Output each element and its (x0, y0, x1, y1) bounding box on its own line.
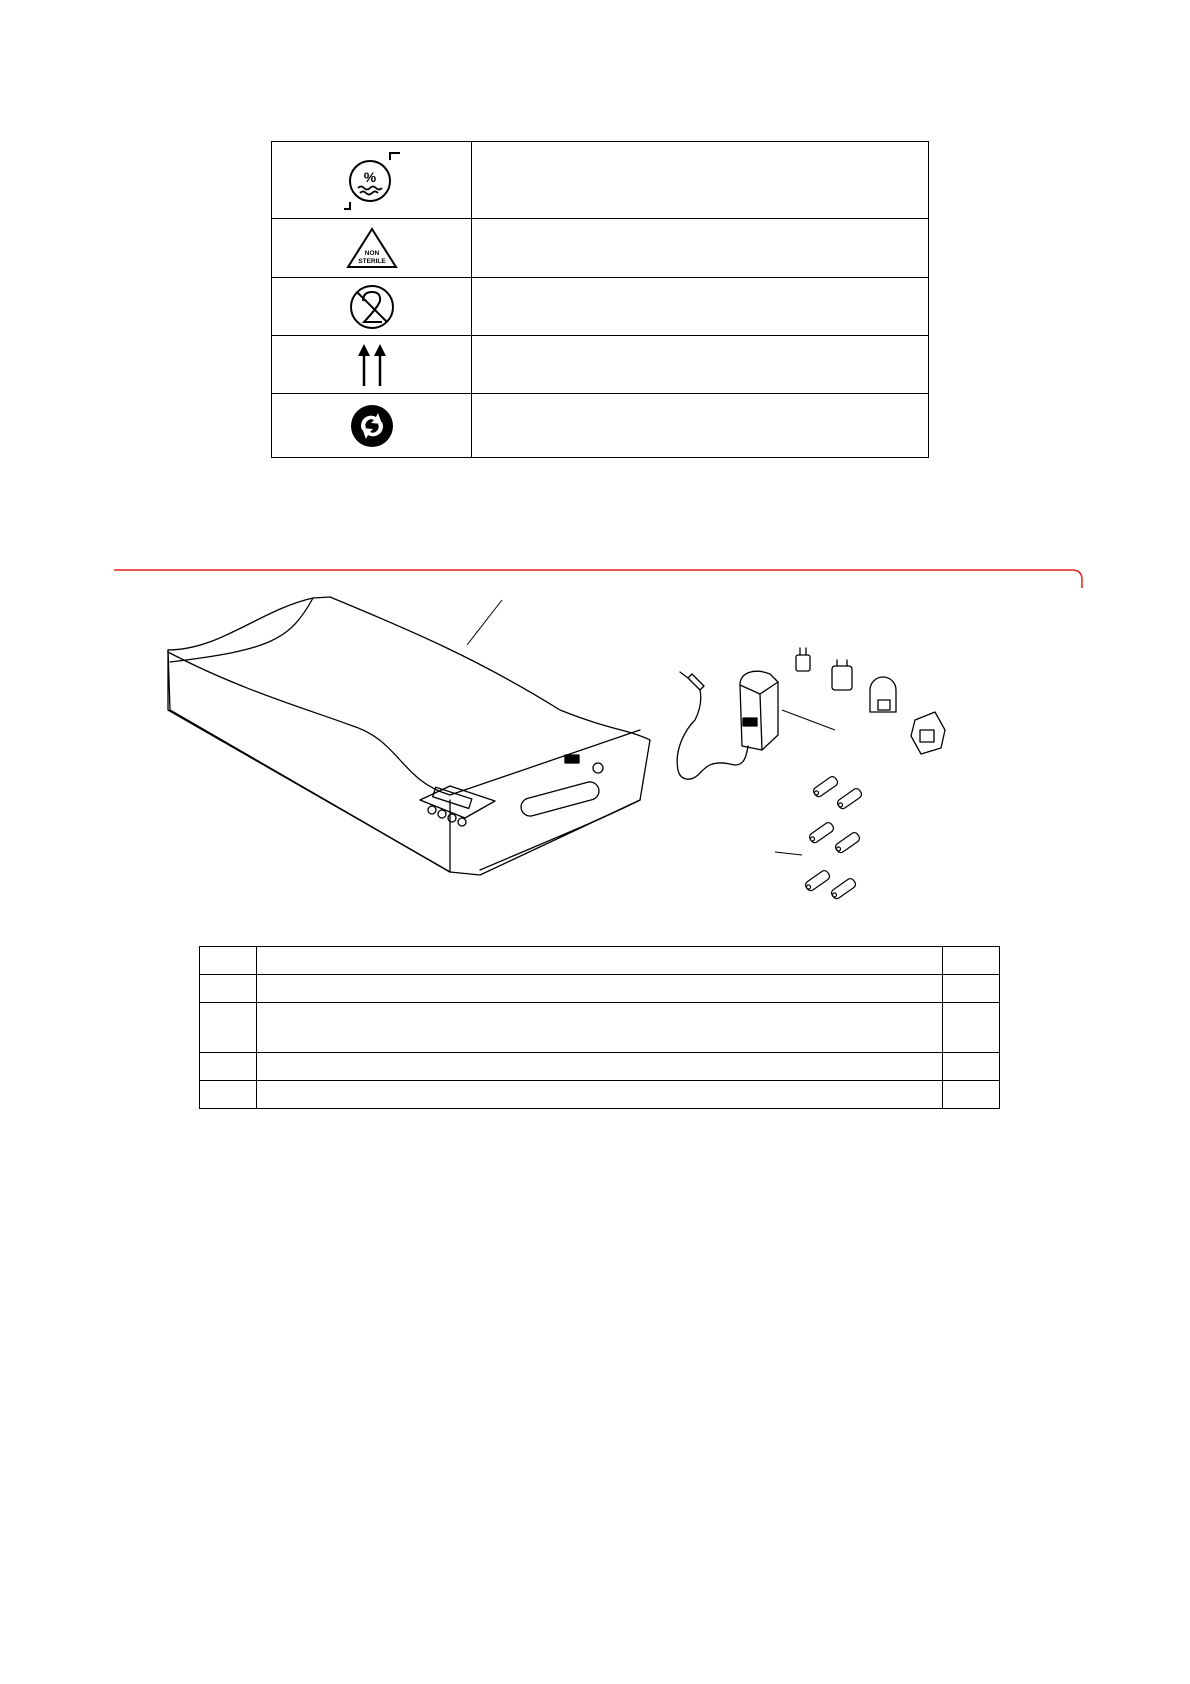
green-dot-recycling-icon (350, 404, 394, 448)
table-row (272, 142, 929, 219)
table-row (272, 394, 929, 458)
symbol-description (472, 336, 929, 394)
item-quantity (943, 1003, 1000, 1053)
this-way-up-icon (355, 343, 389, 387)
symbol-cell (272, 394, 472, 458)
item-description (257, 947, 943, 975)
callout-leader-batteries (775, 852, 802, 855)
item-description (257, 1003, 943, 1053)
symbol-description (472, 142, 929, 219)
table-row (200, 1053, 1000, 1081)
table-row (272, 336, 929, 394)
symbol-cell (272, 219, 472, 278)
callout-leader-adapter (782, 710, 835, 730)
scope-of-delivery-illustration (150, 590, 1040, 935)
item-quantity (943, 947, 1000, 975)
callout-leader-scale (467, 600, 502, 645)
table-row (200, 1081, 1000, 1109)
baby-scale-drawing (168, 597, 650, 875)
symbol-cell (272, 336, 472, 394)
table-row (200, 947, 1000, 975)
symbol-cell (272, 278, 472, 336)
batteries-drawing (804, 775, 863, 900)
do-not-reuse-icon (348, 283, 396, 331)
symbol-description (472, 394, 929, 458)
svg-text:STERILE: STERILE (357, 258, 386, 265)
table-row (200, 975, 1000, 1003)
symbol-cell (272, 142, 472, 219)
item-number (200, 1081, 257, 1109)
non-sterile-icon (346, 226, 398, 270)
contents-table (199, 946, 1000, 1109)
svg-text:NON: NON (364, 250, 379, 257)
item-quantity (943, 1081, 1000, 1109)
table-row (200, 1003, 1000, 1053)
power-adapter-drawing (677, 648, 945, 779)
symbols-table (271, 141, 929, 458)
section-divider (114, 568, 1084, 590)
humidity-limit-icon (344, 150, 400, 210)
item-number (200, 947, 257, 975)
item-description (257, 975, 943, 1003)
item-quantity (943, 1053, 1000, 1081)
symbol-description (472, 219, 929, 278)
item-description (257, 1053, 943, 1081)
svg-text:%: % (363, 169, 376, 185)
item-quantity (943, 975, 1000, 1003)
symbol-description (472, 278, 929, 336)
table-row (272, 219, 929, 278)
item-number (200, 975, 257, 1003)
table-row (272, 278, 929, 336)
item-number (200, 1003, 257, 1053)
item-number (200, 1053, 257, 1081)
item-description (257, 1081, 943, 1109)
